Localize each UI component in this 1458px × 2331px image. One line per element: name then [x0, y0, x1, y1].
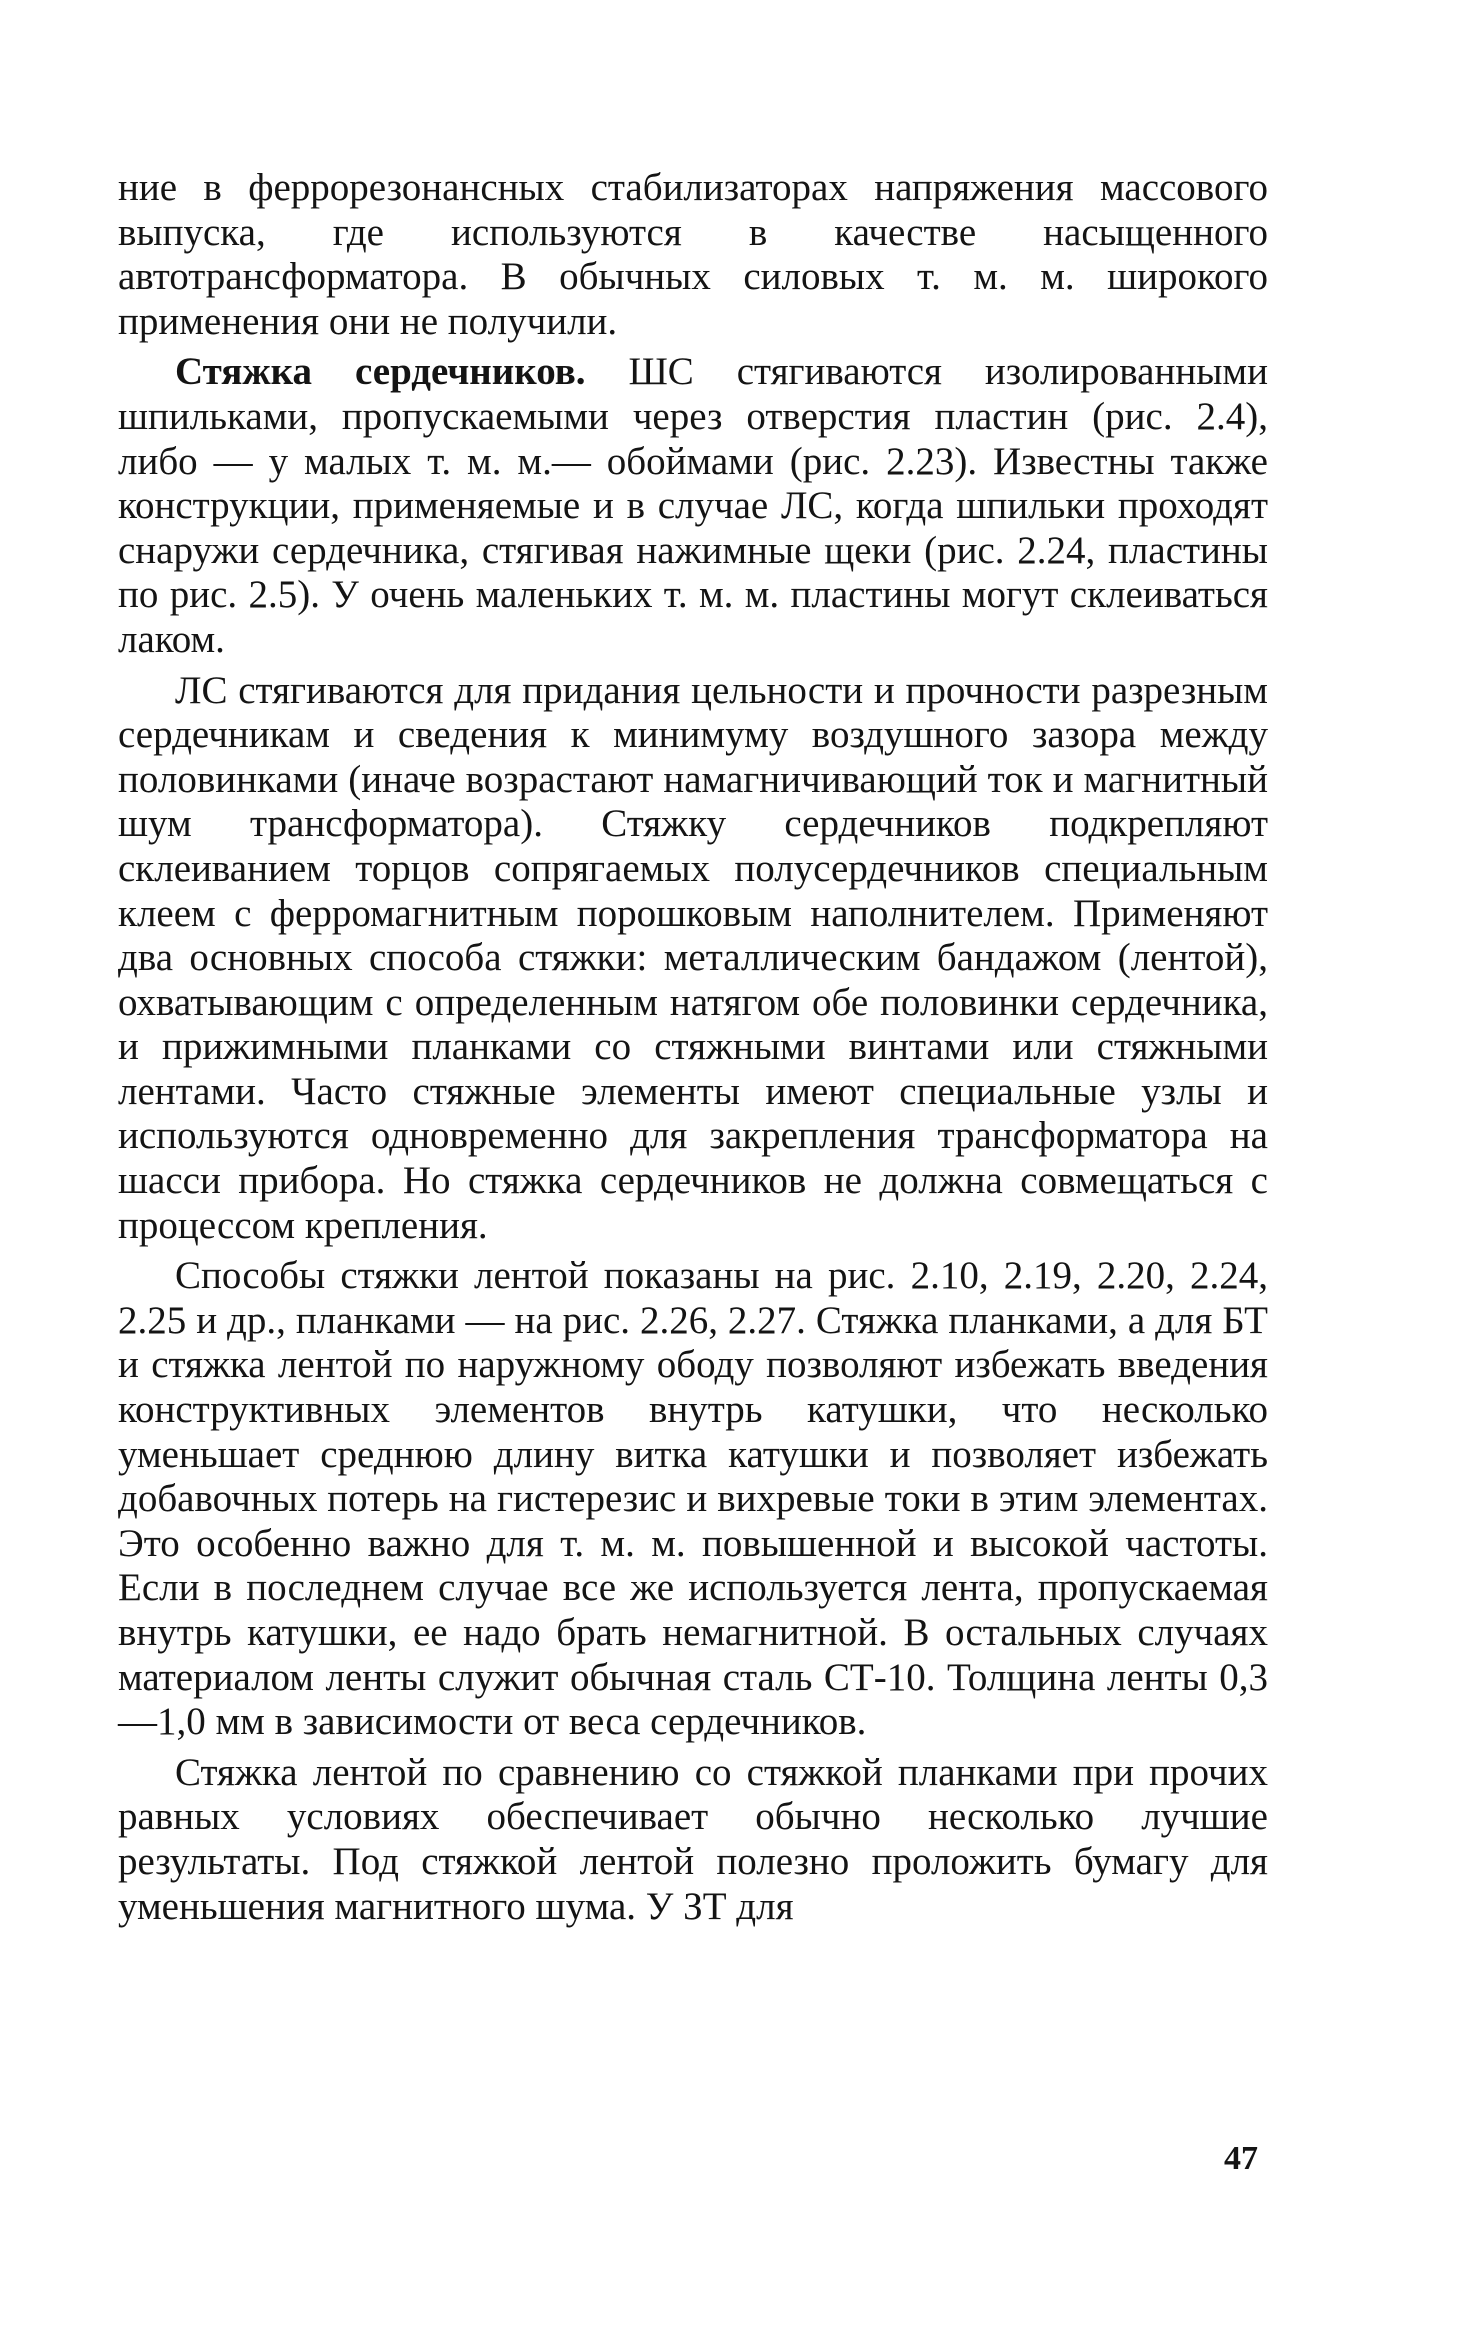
section-heading: Стяжка сердечников.	[175, 350, 586, 394]
paragraph-core-clamping	[118, 350, 1268, 662]
page-number: 47	[1224, 2140, 1258, 2177]
paragraph-text: Способы стяжки лентой показаны на рис. 2.10, 2.19, 2.20, 2.24, 2.25 и др., планками — на рис. 2.26, 2.27. Стяжка планками, а для БТ и стяжка лентой по наружному ободу позволяют избежать введения конструктивных элементов внутрь катушки, что несколько уменьшает среднюю длину витка катушки и позволяет избежать добавочных потерь на гистерезис и вихревые токи в этим элементах. Это особенно важно для т. м. м. повышенной и высокой частоты. Если в последнем случае все же используется лента, пропускаемая внутрь катушки, ее надо брать немагнитной. В остальных случаях материалом ленты служит обычная сталь СТ-10. Толщина ленты 0,3—1,0 мм в зависимости от веса сердечников.	[118, 1254, 1268, 1744]
paragraph-tape-vs-bars	[118, 1751, 1268, 1929]
paragraph-clamping-methods	[118, 1254, 1268, 1745]
paragraph-text: ШС стягиваются изолированными шпильками, пропускаемыми через отверстия пластин (рис. 2.4), либо — у малых т. м. м.— обоймами (рис. 2.23). Известны также конструкции, применяемые и в случае ЛС, когда шпильки проходят снаружи сердечника, стягивая нажимные щеки (рис. 2.24, пластины по рис. 2.5). У очень маленьких т. м. м. пластины могут склеиваться лаком.	[118, 350, 1268, 661]
paragraph-split-cores	[118, 669, 1268, 1249]
paragraph-text: ЛС стягиваются для придания цельности и прочности разрезным сердечникам и сведения к минимуму воздушного зазора между половинками (иначе возрастают намагничивающий ток и магнитный шум трансформатора). Стяжку сердечников подкрепляют склеиванием торцов сопрягаемых полусердечников специальным клеем с ферромагнитным порошковым наполнителем. Применяют два основных способа стяжки: металлическим бандажом (лентой), охватывающим с определенным натягом обе половинки сердечника, и прижимными планками со стяжными винтами или стяжными лентами. Часто стяжные элементы имеют специальные узлы и используются одновременно для закрепления трансформатора на шасси прибора. Но стяжка сердечников не должна совмещаться с процессом крепления.	[118, 668, 1268, 1247]
paragraph-text: ние в феррорезонансных стабилизаторах напряжения массового выпуска, где используются в качестве насыщенного автотрансформатора. В обычных силовых т. м. м. широкого применения они не получили.	[118, 166, 1268, 343]
paragraph-text: Стяжка лентой по сравнению со стяжкой планками при прочих равных условиях обеспечивает обычно несколько лучшие результаты. Под стяжкой лентой полезно проложить бумагу для уменьшения магнитного шума. У ЗТ для	[118, 1750, 1268, 1928]
body-text	[118, 166, 1268, 1935]
paragraph-continuation	[118, 166, 1268, 344]
